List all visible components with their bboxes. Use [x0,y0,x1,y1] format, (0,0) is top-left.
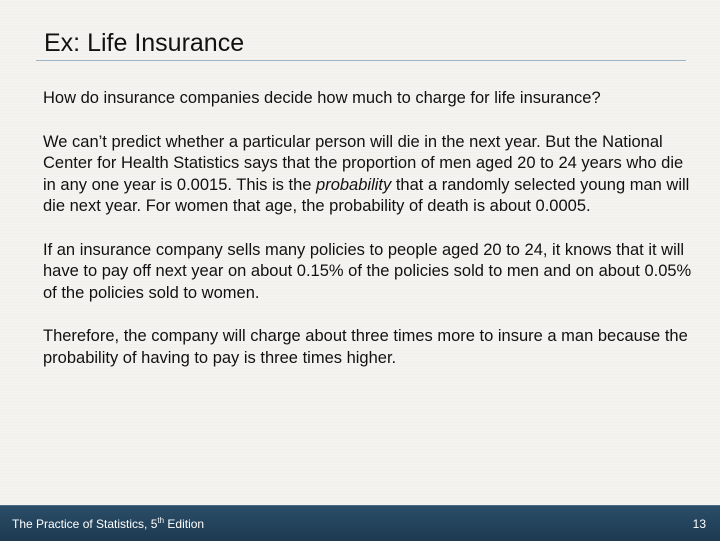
edition-superscript: th [157,516,165,525]
paragraph-text: We can’t predict whether a particular person will die in the next year. But the National Center for Health Statistics says that the proportion of men aged 20 to 24 years who die in any one year is 0.0015. This is the [43,132,684,194]
slide-title: Ex: Life Insurance [44,29,245,57]
paragraph-question: How do insurance companies decide how much to charge for life insurance? [43,89,601,107]
paragraph-mortality-rates [43,132,693,218]
book-title-text: The Practice of Statistics, 5 [12,517,158,531]
title-divider [36,60,686,61]
edition-label: Edition [164,517,205,531]
emphasized-term: probability [316,175,392,194]
slide-body [43,88,693,391]
slide-number: 13 [692,517,706,531]
paragraph-policies: If an insurance company sells many policies to people aged 20 to 24, it knows that it will have to pay off next year on about 0.15% of the policies sold to men and on about 0.05% of the policies sold to women. [43,240,692,302]
paragraph-text: that a randomly selected young man will die next year. For women that age, the probability of death is about 0.0005. [43,175,690,215]
book-title [12,517,204,531]
paragraph-conclusion: Therefore, the company will charge about three times more to insure a man because the probability of having to pay is three times higher. [43,327,688,367]
footer-bar [0,505,720,541]
